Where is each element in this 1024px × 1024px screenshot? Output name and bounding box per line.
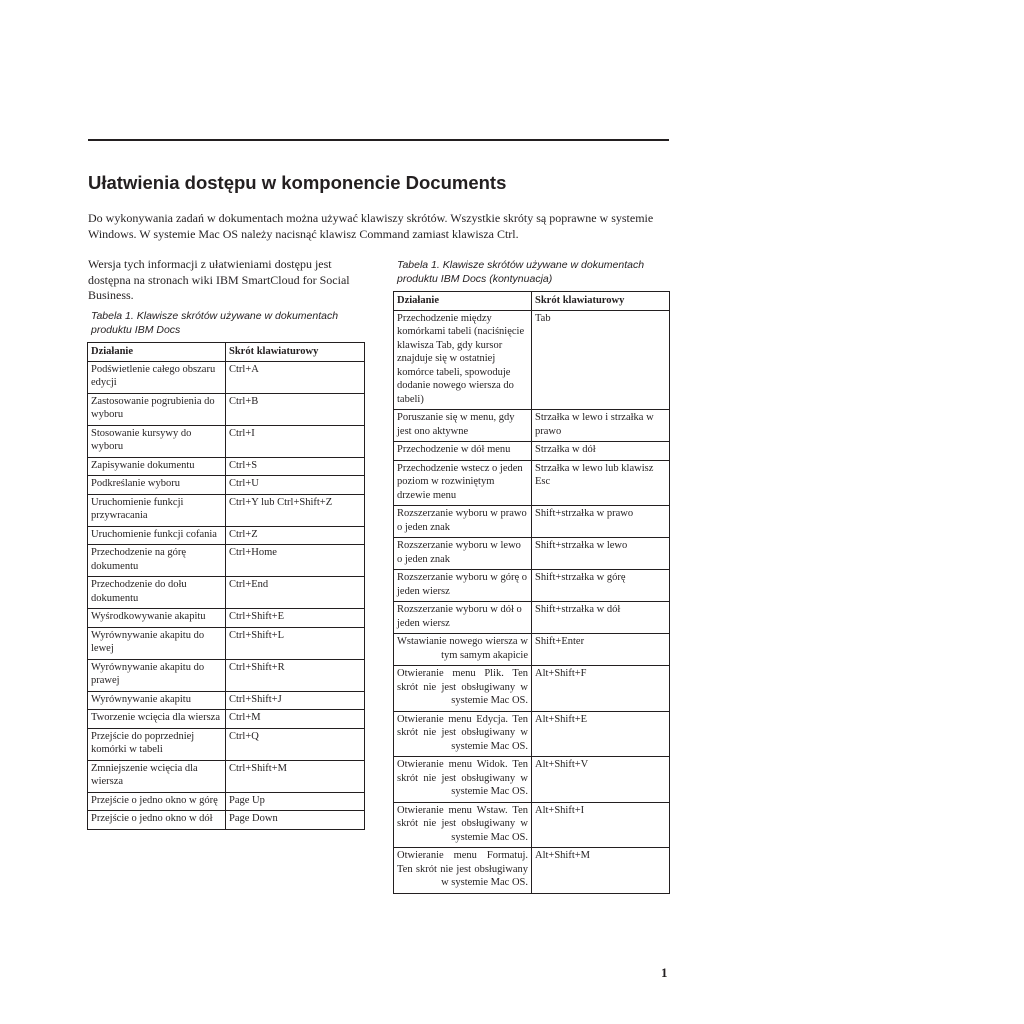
page-number: 1 bbox=[661, 965, 668, 980]
action-cell: Uruchomienie funkcji cofania bbox=[88, 526, 226, 545]
action-cell: Rozszerzanie wyboru w dół o jeden wiersz bbox=[394, 602, 532, 634]
action-cell: Przechodzenie do dołu dokumentu bbox=[88, 577, 226, 609]
table-row bbox=[88, 792, 365, 811]
table-row bbox=[394, 310, 670, 410]
table-row bbox=[394, 634, 670, 666]
table-row bbox=[88, 361, 365, 393]
action-cell: Otwieranie menu Edycja. Ten skrót nie jest obsługiwany w systemie Mac OS. bbox=[394, 711, 532, 757]
table-row bbox=[88, 577, 365, 609]
shortcut-cell: Ctrl+Shift+M bbox=[226, 760, 365, 792]
action-cell: Otwieranie menu Wstaw. Ten skrót nie jest obsługiwany w systemie Mac OS. bbox=[394, 802, 532, 848]
table-row bbox=[394, 442, 670, 461]
shortcut-cell: Page Down bbox=[226, 811, 365, 830]
action-cell: Uruchomienie funkcji przywracania bbox=[88, 494, 226, 526]
table-row bbox=[394, 538, 670, 570]
action-cell: Zastosowanie pogrubienia do wyboru bbox=[88, 393, 226, 425]
table-row bbox=[88, 659, 365, 691]
shortcut-cell: Strzałka w dół bbox=[532, 442, 670, 461]
action-cell: Rozszerzanie wyboru w lewo o jeden znak bbox=[394, 538, 532, 570]
shortcut-cell: Ctrl+Z bbox=[226, 526, 365, 545]
header-action: Działanie bbox=[88, 343, 226, 362]
intro-paragraph: Do wykonywania zadań w dokumentach można używać klawiszy skrótów. Wszystkie skróty są poprawne w systemie Windows. W systemie Mac OS należy nacisnąć klawisz Command zamiast klawisza Ctrl. bbox=[88, 211, 654, 241]
shortcut-cell: Tab bbox=[532, 310, 670, 410]
table-row bbox=[88, 476, 365, 495]
action-cell: Rozszerzanie wyboru w górę o jeden wiersz bbox=[394, 570, 532, 602]
action-cell: Wstawianie nowego wiersza w tym samym akapicie bbox=[394, 634, 532, 666]
table-row bbox=[394, 410, 670, 442]
table-row bbox=[88, 526, 365, 545]
action-cell: Przejście do poprzedniej komórki w tabeli bbox=[88, 728, 226, 760]
table1-caption: Tabela 1. Klawisze skrótów używane w dokumentach produktu IBM Docs bbox=[91, 310, 339, 336]
action-cell: Zmniejszenie wcięcia dla wiersza bbox=[88, 760, 226, 792]
header-shortcut: Skrót klawiaturowy bbox=[532, 292, 670, 311]
action-cell: Rozszerzanie wyboru w prawo o jeden znak bbox=[394, 506, 532, 538]
table-row bbox=[88, 627, 365, 659]
shortcut-cell: Ctrl+B bbox=[226, 393, 365, 425]
shortcut-cell: Ctrl+Y lub Ctrl+Shift+Z bbox=[226, 494, 365, 526]
shortcut-cell: Strzałka w lewo lub klawisz Esc bbox=[532, 460, 670, 506]
shortcut-cell: Ctrl+Shift+E bbox=[226, 609, 365, 628]
table-row bbox=[88, 760, 365, 792]
table-row bbox=[88, 457, 365, 476]
shortcut-cell: Strzałka w lewo i strzałka w prawo bbox=[532, 410, 670, 442]
action-cell: Przejście o jedno okno w górę bbox=[88, 792, 226, 811]
shortcut-cell: Ctrl+Shift+J bbox=[226, 691, 365, 710]
shortcut-cell: Ctrl+Q bbox=[226, 728, 365, 760]
table-row bbox=[88, 691, 365, 710]
shortcut-cell: Ctrl+U bbox=[226, 476, 365, 495]
shortcut-cell: Shift+strzałka w lewo bbox=[532, 538, 670, 570]
table-row bbox=[88, 425, 365, 457]
action-cell: Stosowanie kursywy do wyboru bbox=[88, 425, 226, 457]
shortcut-cell: Ctrl+End bbox=[226, 577, 365, 609]
action-cell: Otwieranie menu Widok. Ten skrót nie jest obsługiwany w systemie Mac OS. bbox=[394, 757, 532, 803]
shortcut-cell: Ctrl+A bbox=[226, 361, 365, 393]
table-row bbox=[88, 710, 365, 729]
action-cell: Zapisywanie dokumentu bbox=[88, 457, 226, 476]
action-cell: Przechodzenie na górę dokumentu bbox=[88, 545, 226, 577]
shortcut-cell: Ctrl+M bbox=[226, 710, 365, 729]
table-row bbox=[88, 609, 365, 628]
shortcut-cell: Alt+Shift+V bbox=[532, 757, 670, 803]
table-row bbox=[88, 494, 365, 526]
table-row bbox=[394, 666, 670, 712]
shortcut-cell: Alt+Shift+E bbox=[532, 711, 670, 757]
table-header-row bbox=[88, 343, 365, 362]
shortcut-cell: Ctrl+I bbox=[226, 425, 365, 457]
action-cell: Poruszanie się w menu, gdy jest ono aktywne bbox=[394, 410, 532, 442]
shortcuts-table-continued bbox=[393, 291, 670, 894]
action-cell: Podkreślanie wyboru bbox=[88, 476, 226, 495]
table-row bbox=[88, 728, 365, 760]
shortcut-cell: Ctrl+Home bbox=[226, 545, 365, 577]
page-title: Ułatwienia dostępu w komponencie Documents bbox=[88, 172, 507, 193]
action-cell: Wyrównywanie akapitu bbox=[88, 691, 226, 710]
table-row bbox=[394, 460, 670, 506]
action-cell: Podświetlenie całego obszaru edycji bbox=[88, 361, 226, 393]
action-cell: Przechodzenie w dół menu bbox=[394, 442, 532, 461]
shortcuts-table-body bbox=[88, 361, 365, 829]
table-row bbox=[394, 757, 670, 803]
table-row bbox=[88, 545, 365, 577]
wiki-note-paragraph: Wersja tych informacji z ułatwieniami dostępu jest dostępna na stronach wiki IBM SmartCloud for Social Business. bbox=[88, 257, 350, 302]
table-header-row bbox=[394, 292, 670, 311]
header-action: Działanie bbox=[394, 292, 532, 311]
table-row bbox=[88, 811, 365, 830]
shortcut-cell: Shift+strzałka w górę bbox=[532, 570, 670, 602]
shortcuts-table-continued-body bbox=[394, 310, 670, 893]
action-cell: Przechodzenie wstecz o jeden poziom w rozwiniętym drzewie menu bbox=[394, 460, 532, 506]
shortcut-cell: Alt+Shift+F bbox=[532, 666, 670, 712]
table-row bbox=[88, 393, 365, 425]
table2-caption: Tabela 1. Klawisze skrótów używane w dokumentach produktu IBM Docs (kontynuacja) bbox=[397, 259, 645, 285]
header-rule bbox=[88, 139, 669, 141]
action-cell: Otwieranie menu Plik. Ten skrót nie jest obsługiwany w systemie Mac OS. bbox=[394, 666, 532, 712]
table-row bbox=[394, 848, 670, 894]
shortcut-cell: Shift+strzałka w dół bbox=[532, 602, 670, 634]
table-row bbox=[394, 506, 670, 538]
shortcut-cell: Alt+Shift+M bbox=[532, 848, 670, 894]
shortcut-cell: Ctrl+Shift+L bbox=[226, 627, 365, 659]
shortcut-cell: Ctrl+Shift+R bbox=[226, 659, 365, 691]
action-cell: Wyrównywanie akapitu do prawej bbox=[88, 659, 226, 691]
shortcuts-table bbox=[87, 342, 365, 830]
table-row bbox=[394, 802, 670, 848]
action-cell: Wyrównywanie akapitu do lewej bbox=[88, 627, 226, 659]
shortcut-cell: Alt+Shift+I bbox=[532, 802, 670, 848]
header-shortcut: Skrót klawiaturowy bbox=[226, 343, 365, 362]
table-row bbox=[394, 711, 670, 757]
action-cell: Tworzenie wcięcia dla wiersza bbox=[88, 710, 226, 729]
action-cell: Przechodzenie między komórkami tabeli (naciśnięcie klawisza Tab, gdy kursor znajduje się w ostatniej komórce tabeli, spowoduje dodanie nowego wiersza do tabeli) bbox=[394, 310, 532, 410]
action-cell: Otwieranie menu Formatuj. Ten skrót nie jest obsługiwany w systemie Mac OS. bbox=[394, 848, 532, 894]
shortcut-cell: Shift+strzałka w prawo bbox=[532, 506, 670, 538]
action-cell: Wyśrodkowywanie akapitu bbox=[88, 609, 226, 628]
table-row bbox=[394, 570, 670, 602]
shortcut-cell: Page Up bbox=[226, 792, 365, 811]
shortcut-cell: Shift+Enter bbox=[532, 634, 670, 666]
shortcut-cell: Ctrl+S bbox=[226, 457, 365, 476]
action-cell: Przejście o jedno okno w dół bbox=[88, 811, 226, 830]
table-row bbox=[394, 602, 670, 634]
